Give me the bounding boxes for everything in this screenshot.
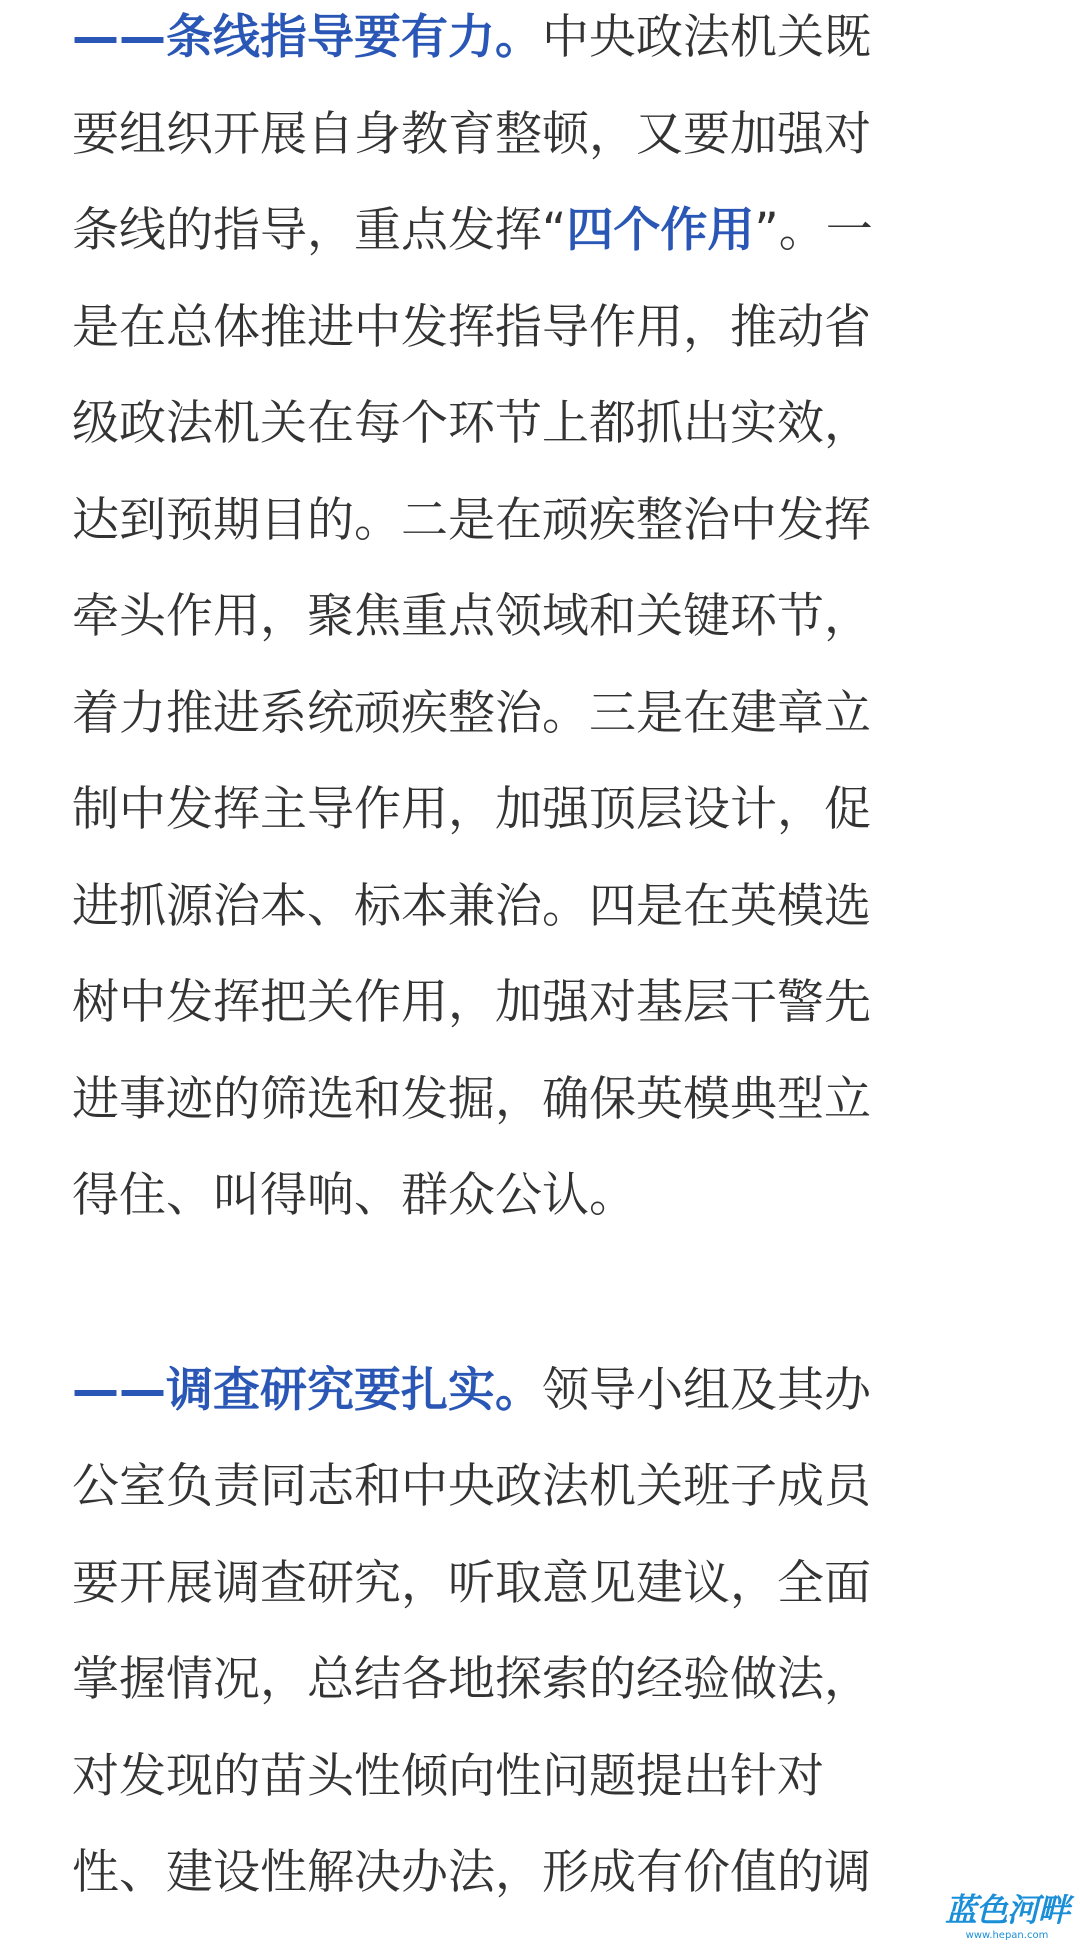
text-line: 进事迹的筛选和发掘，确保英模典型立 bbox=[72, 1071, 871, 1127]
text-line: 制中发挥主导作用，加强顶层设计，促 bbox=[72, 782, 871, 837]
section-heading: ——条线指导要有力。 bbox=[72, 10, 542, 65]
text-line: 对发现的苗头性倾向性问题提出针对 bbox=[72, 1748, 824, 1804]
paragraph-spacer bbox=[0, 1245, 1080, 1343]
text-line: 性、建设性解决办法，形成有价值的调 bbox=[72, 1845, 871, 1900]
text-line: 达到预期目的。二是在顽疾整治中发挥 bbox=[72, 492, 871, 548]
watermark-logo bbox=[942, 1890, 1072, 1948]
text-line: 公室负责同志和中央政法机关班子成员 bbox=[72, 1459, 871, 1514]
paragraph-research bbox=[72, 1343, 1012, 1922]
section-heading: ——调查研究要扎实。 bbox=[72, 1362, 542, 1418]
text-line bbox=[72, 183, 1012, 280]
text-line bbox=[72, 1343, 1012, 1440]
text-line: 得住、叫得响、群众公认。 bbox=[72, 1168, 636, 1223]
text-line: 进抓源治本、标本兼治。四是在英模选 bbox=[72, 878, 871, 934]
text-line: 要组织开展自身教育整顿，又要加强对 bbox=[72, 106, 871, 162]
text-span: 条线的指导，重点发挥“ bbox=[72, 203, 567, 258]
text-line: 树中发挥把关作用，加强对基层干警先 bbox=[72, 975, 871, 1030]
text-line: 要开展调查研究，听取意见建议，全面 bbox=[72, 1555, 871, 1611]
text-span: 领导小组及其办 bbox=[542, 1362, 871, 1418]
paragraph-line-guidance bbox=[72, 0, 1012, 1245]
text-line: 掌握情况，总结各地探索的经验做法， bbox=[72, 1652, 871, 1707]
highlight-four-roles: 四个作用 bbox=[566, 203, 755, 258]
text-line bbox=[72, 0, 1012, 87]
text-span: 中央政法机关既 bbox=[542, 10, 871, 65]
watermark-text: 蓝色河畔 bbox=[944, 1891, 1069, 1929]
text-line: 牵头作用，聚焦重点领域和关键环节， bbox=[72, 589, 871, 644]
watermark-url: www.hepan.com bbox=[965, 1930, 1049, 1941]
text-line: 着力推进系统顽疾整治。三是在建章立 bbox=[72, 685, 871, 741]
text-line: 是在总体推进中发挥指导作用，推动省 bbox=[72, 299, 871, 355]
text-line: 级政法机关在每个环节上都抓出实效， bbox=[72, 396, 871, 451]
text-span: ”。一 bbox=[754, 203, 873, 258]
